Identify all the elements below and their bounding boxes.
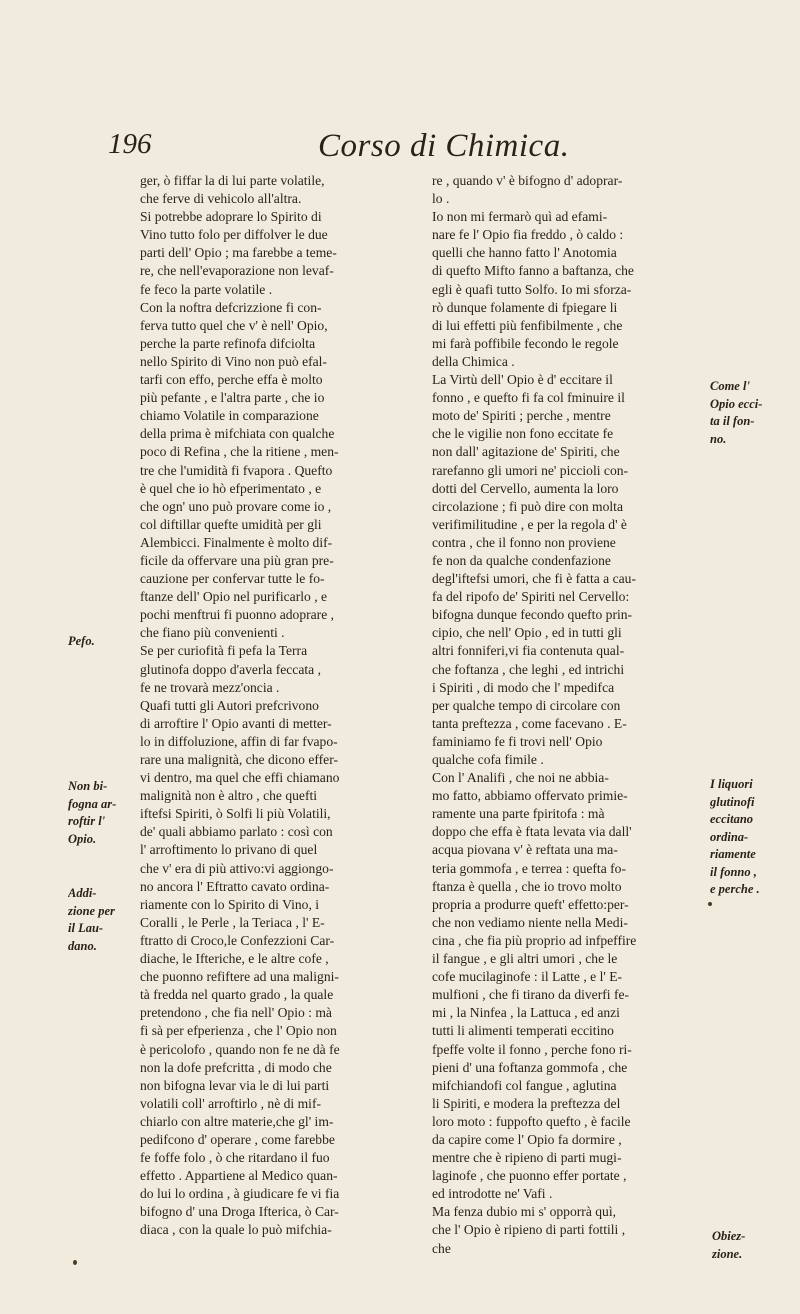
text-line: fe ne trovarà mezz'oncia .	[140, 679, 280, 695]
text-line: nello Spirito di Vino non può efal-	[140, 353, 327, 369]
text-line: che puonno refiftere ad una maligni-	[140, 969, 339, 985]
text-line: i Spiriti , di modo che l' mpedifca	[432, 679, 615, 695]
margin-note-line: Non bi-	[68, 779, 108, 793]
margin-note-line: Come l'	[710, 379, 750, 393]
margin-note-obiezione	[712, 1228, 745, 1263]
text-line: diaca , con la quale lo può mifchia-	[140, 1222, 332, 1238]
text-line: no ancora l' Eftratto cavato ordina-	[140, 878, 330, 894]
text-line: fe non da qualche condenfazione	[432, 552, 611, 568]
text-line: quelli che hanno fatto l' Anotomia	[432, 245, 617, 261]
text-line: re, che nell'evaporazione non levaf-	[140, 263, 334, 279]
margin-note-pefo	[68, 633, 95, 651]
margin-note-line: Opio.	[68, 831, 97, 846]
text-line: mi , la Ninfea , la Lattuca , ed anzi	[432, 1005, 620, 1021]
text-line: che le vigilie non fono eccitate fe	[432, 426, 614, 442]
text-line: Alembicci. Finalmente è molto dif-	[140, 534, 333, 550]
page-header	[108, 128, 698, 168]
text-line: di arroftire l' Opio avanti di metter-	[140, 715, 332, 731]
text-line: l' arroftimento lo privano di quel	[140, 842, 318, 858]
text-line: chiamo Volatile in comparazione	[140, 408, 319, 424]
text-line: fa del ripofo de' Spiriti nel Cervello:	[432, 589, 630, 605]
text-line: Con la noftra defcrizzione fi con-	[140, 299, 322, 315]
text-line: non la dofe prefcritta , di modo che	[140, 1059, 332, 1075]
text-line: tarfi con effo, perche effa è molto	[140, 372, 323, 388]
right-text-column	[432, 172, 708, 1258]
text-line: ftratto di Croco,le Confezzioni Car-	[140, 932, 335, 948]
text-line: non dall' agitazione de' Spiriti, che	[432, 444, 620, 460]
text-line: cauzione per confervar tutte le fo-	[140, 571, 325, 587]
text-line: che l' Opio è ripieno di parti fottili ,	[432, 1222, 626, 1238]
text-line: propria a produrre queft' effetto:per-	[432, 896, 629, 912]
text-line: Coralli , le Perle , la Teriaca , l' E-	[140, 914, 325, 930]
text-line: cofe mucilaginofe : il Latte , e l' E-	[432, 969, 623, 985]
text-line: mifchiandofi col fangue , aglutina	[432, 1077, 617, 1093]
text-line: verifimilitudine , e per la regola d' è	[432, 516, 627, 532]
text-line: che ferve di vehicolo all'altra.	[140, 191, 302, 207]
text-line: Vino tutto folo per diffolver le due	[140, 227, 328, 243]
text-line: chiarlo con altre materie,che gl' im-	[140, 1113, 334, 1129]
text-line: ferva tutto quel che v' è nell' Opio,	[140, 317, 328, 333]
text-line: che ogn' uno può provare come io ,	[140, 498, 332, 514]
margin-note-line: ta il fon-	[710, 414, 755, 428]
text-line: fpeffe volte il fonno , perche fono ri-	[432, 1041, 632, 1057]
margin-note-line: glutinofi	[710, 794, 755, 809]
text-line: iftefsi Spiriti, ò Solfi li più Volatili,	[140, 806, 331, 822]
text-line: il fangue , e gli altri umori , che le	[432, 951, 618, 967]
text-line: mo fatto, abbiamo offervato primie-	[432, 788, 628, 804]
text-line: tre che l'umidità fi fvapora . Quefto	[140, 462, 333, 478]
ink-spot	[73, 1260, 77, 1265]
text-line: ftanza è quella , che io trovo molto	[432, 878, 622, 894]
margin-note-addizione	[68, 885, 115, 955]
text-line: non bifogna levar via le di lui parti	[140, 1077, 330, 1093]
text-line: lo .	[432, 191, 450, 207]
text-line: è quel che io hò efperimentato , e	[140, 480, 322, 496]
text-line: re , quando v' è bifogno d' adoprar-	[432, 173, 623, 188]
text-line: li Spiriti, e modera la preftezza del	[432, 1095, 621, 1111]
text-line: rò dunque folamente di fpiegare li	[432, 299, 618, 315]
text-line: doppo che effa è ftata levata via dall'	[432, 824, 632, 840]
text-line: ficile da offervare una più gran pre-	[140, 552, 334, 568]
margin-note-line: roftir l'	[68, 814, 106, 828]
text-line: ramente una parte fpiritofa : mà	[432, 806, 605, 822]
text-line: col diftillar quefte umidità per gli	[140, 516, 322, 532]
margin-note-line: no.	[710, 431, 727, 446]
text-line: pieni d' una foftanza gommofa , che	[432, 1059, 628, 1075]
text-line: Con l' Analifi , che noi ne abbia-	[432, 770, 609, 786]
text-line: che v' era di più attivo:vi aggiongo-	[140, 860, 334, 876]
text-line: di lui effetti più fenfibilmente , che	[432, 317, 623, 333]
margin-note-line: Pefo.	[68, 634, 95, 648]
text-line: dotti del Cervello, aumenta la loro	[432, 480, 619, 496]
text-line: Ma fenza dubio mi s' opporrà quì,	[432, 1204, 617, 1220]
text-line: perche la parte refinofa difciolta	[140, 335, 316, 351]
margin-note-come-l-opio	[710, 378, 762, 448]
text-line: fi sà per efperienza , che l' Opio non	[140, 1023, 337, 1039]
text-line: che non vediamo niente nella Medi-	[432, 914, 628, 930]
text-line: acqua piovana v' è reftata una ma-	[432, 842, 618, 858]
text-line: teria gommofa , e terrea : quefta fo-	[432, 860, 626, 876]
margin-note-non-bisogna	[68, 778, 116, 848]
text-line: fonno , e quefto fi fa col fminuire il	[432, 390, 625, 406]
text-line: della prima è mifchiata con qualche	[140, 426, 335, 442]
text-line: loro moto : fuppofto quefto , è facile	[432, 1113, 631, 1129]
margin-note-line: eccitano	[710, 812, 754, 826]
text-line: vi dentro, ma quel che effi chiamano	[140, 770, 340, 786]
text-line: di quefto Mifto fanno a baftanza, che	[432, 263, 634, 279]
text-line: poco di Refina , che la ritiene , men-	[140, 444, 339, 460]
text-line: laginofe , che puonno effer portate ,	[432, 1168, 627, 1184]
text-line: per qualche tempo di circolare con	[432, 697, 621, 713]
margin-note-liquori-glutinosi	[710, 776, 760, 899]
text-line: fe foffe folo , ò che ritardano il fuo	[140, 1150, 330, 1166]
text-line: tà fredda nel quarto grado , la quale	[140, 987, 334, 1003]
running-title: Corso di Chimica.	[318, 128, 570, 164]
text-line: che	[432, 1240, 451, 1256]
text-line: che fiano più convenienti .	[140, 625, 285, 641]
margin-note-line: il Lau-	[68, 921, 104, 935]
margin-note-line: fogna ar-	[68, 796, 117, 811]
text-line: è pericolofo , quando non fe ne dà fe	[140, 1041, 340, 1057]
text-line: egli è quafi tutto Solfo. Io mi sforza-	[432, 281, 632, 297]
margin-note-line: zione per	[68, 903, 115, 918]
text-line: Quafi tutti gli Autori prefcrivono	[140, 697, 319, 713]
text-line: faminiamo fe fi trovi nell' Opio	[432, 733, 603, 749]
text-line: bifogna dunque fecondo quefto prin-	[432, 607, 633, 623]
text-line: La Virtù dell' Opio è d' eccitare il	[432, 372, 613, 388]
text-line: fe feco la parte volatile .	[140, 281, 273, 297]
text-line: malignità non è altro , che quefti	[140, 788, 318, 804]
text-line: riamente con lo Spirito di Vino, i	[140, 896, 320, 912]
text-line: lo in diffoluzione, affin di far fvapo-	[140, 733, 338, 749]
margin-note-line: riamente	[710, 847, 756, 861]
margin-note-line: Obiez-	[712, 1229, 746, 1243]
margin-note-line: e perche .	[710, 882, 760, 896]
margin-note-line: I liquori	[710, 777, 753, 791]
text-line: ftanze dell' Opio nel purificarlo , e	[140, 589, 328, 605]
margin-note-line: il fonno ,	[710, 864, 757, 879]
margin-note-line: Addi-	[68, 886, 97, 900]
text-line: de' quali abbiamo parlato : così con	[140, 824, 333, 840]
text-line: ed introdotte ne' Vafi .	[432, 1186, 553, 1202]
text-line: ger, ò fiffar la di lui parte volatile,	[140, 173, 325, 188]
text-line: contra , che il fonno non proviene	[432, 534, 616, 550]
margin-note-line: dano.	[68, 938, 97, 953]
text-line: altri fonniferi,vi fia contenuta qual-	[432, 643, 625, 659]
text-line: Si potrebbe adoprare lo Spirito di	[140, 209, 322, 225]
text-line: pochi menftrui fi puonno adoprare ,	[140, 607, 335, 623]
text-line: mi farà poffibile fecondo le regole	[432, 335, 619, 351]
ink-spot	[708, 902, 712, 906]
text-line: tutti li alimenti temperati eccitino	[432, 1023, 614, 1039]
text-line: della Chimica .	[432, 353, 515, 369]
text-line: volatili coll' arroftirlo , nè di mif-	[140, 1095, 322, 1111]
text-line: circolazione ; fi può dire con molta	[432, 498, 623, 514]
text-line: Se per curiofità fi pefa la Terra	[140, 643, 308, 659]
text-line: mulfioni , che fi tirano da diverfi fe-	[432, 987, 630, 1003]
text-line: do lui lo ordina , à giudicare fe vi fia	[140, 1186, 340, 1202]
text-line: più pefante , e l'altra parte , che io	[140, 390, 325, 406]
margin-note-line: Opio ecci-	[710, 396, 763, 411]
text-line: rarefanno gli umori ne' piccioli con-	[432, 462, 629, 478]
text-line: glutinofa doppo d'averla feccata ,	[140, 661, 321, 677]
text-line: diache, le Ifteriche, e le altre cofe ,	[140, 951, 329, 967]
text-line: effetto . Appartiene al Medico quan-	[140, 1168, 338, 1184]
text-line: degl'iftefsi umori, che fi è fatta a cau-	[432, 571, 636, 587]
text-line: mentre che è ripieno di parti mugi-	[432, 1150, 622, 1166]
text-line: cipio, che nell' Opio , ed in tutti gli	[432, 625, 622, 641]
margin-note-line: zione.	[712, 1246, 743, 1261]
text-line: da capire come l' Opio fa dormire ,	[432, 1131, 622, 1147]
text-line: rare una malignità, che dicono effer-	[140, 752, 338, 767]
text-line: qualche cofa fimile .	[432, 752, 544, 767]
text-line: bifogno d' una Droga Ifterica, ò Car-	[140, 1204, 339, 1220]
text-line: cina , che fia più proprio ad infpeffire	[432, 932, 637, 948]
margin-note-line: ordina-	[710, 829, 749, 844]
text-line: moto de' Spiriti ; perche , mentre	[432, 408, 611, 424]
text-line: che foftanza , che leghi , ed intrichi	[432, 661, 625, 677]
page-number: 196	[108, 128, 152, 160]
text-line: nare fe l' Opio fia freddo , ò caldo :	[432, 227, 624, 243]
left-text-column	[140, 172, 412, 1240]
text-line: tanta preftezza , come facevano . E-	[432, 715, 627, 731]
text-line: Io non mi fermarò quì ad efami-	[432, 209, 608, 225]
text-line: pedifcono d' operare , come farebbe	[140, 1131, 335, 1147]
text-line: parti dell' Opio ; ma farebbe a teme-	[140, 245, 337, 261]
text-line: pretendono , che fia nell' Opio : mà	[140, 1005, 332, 1021]
